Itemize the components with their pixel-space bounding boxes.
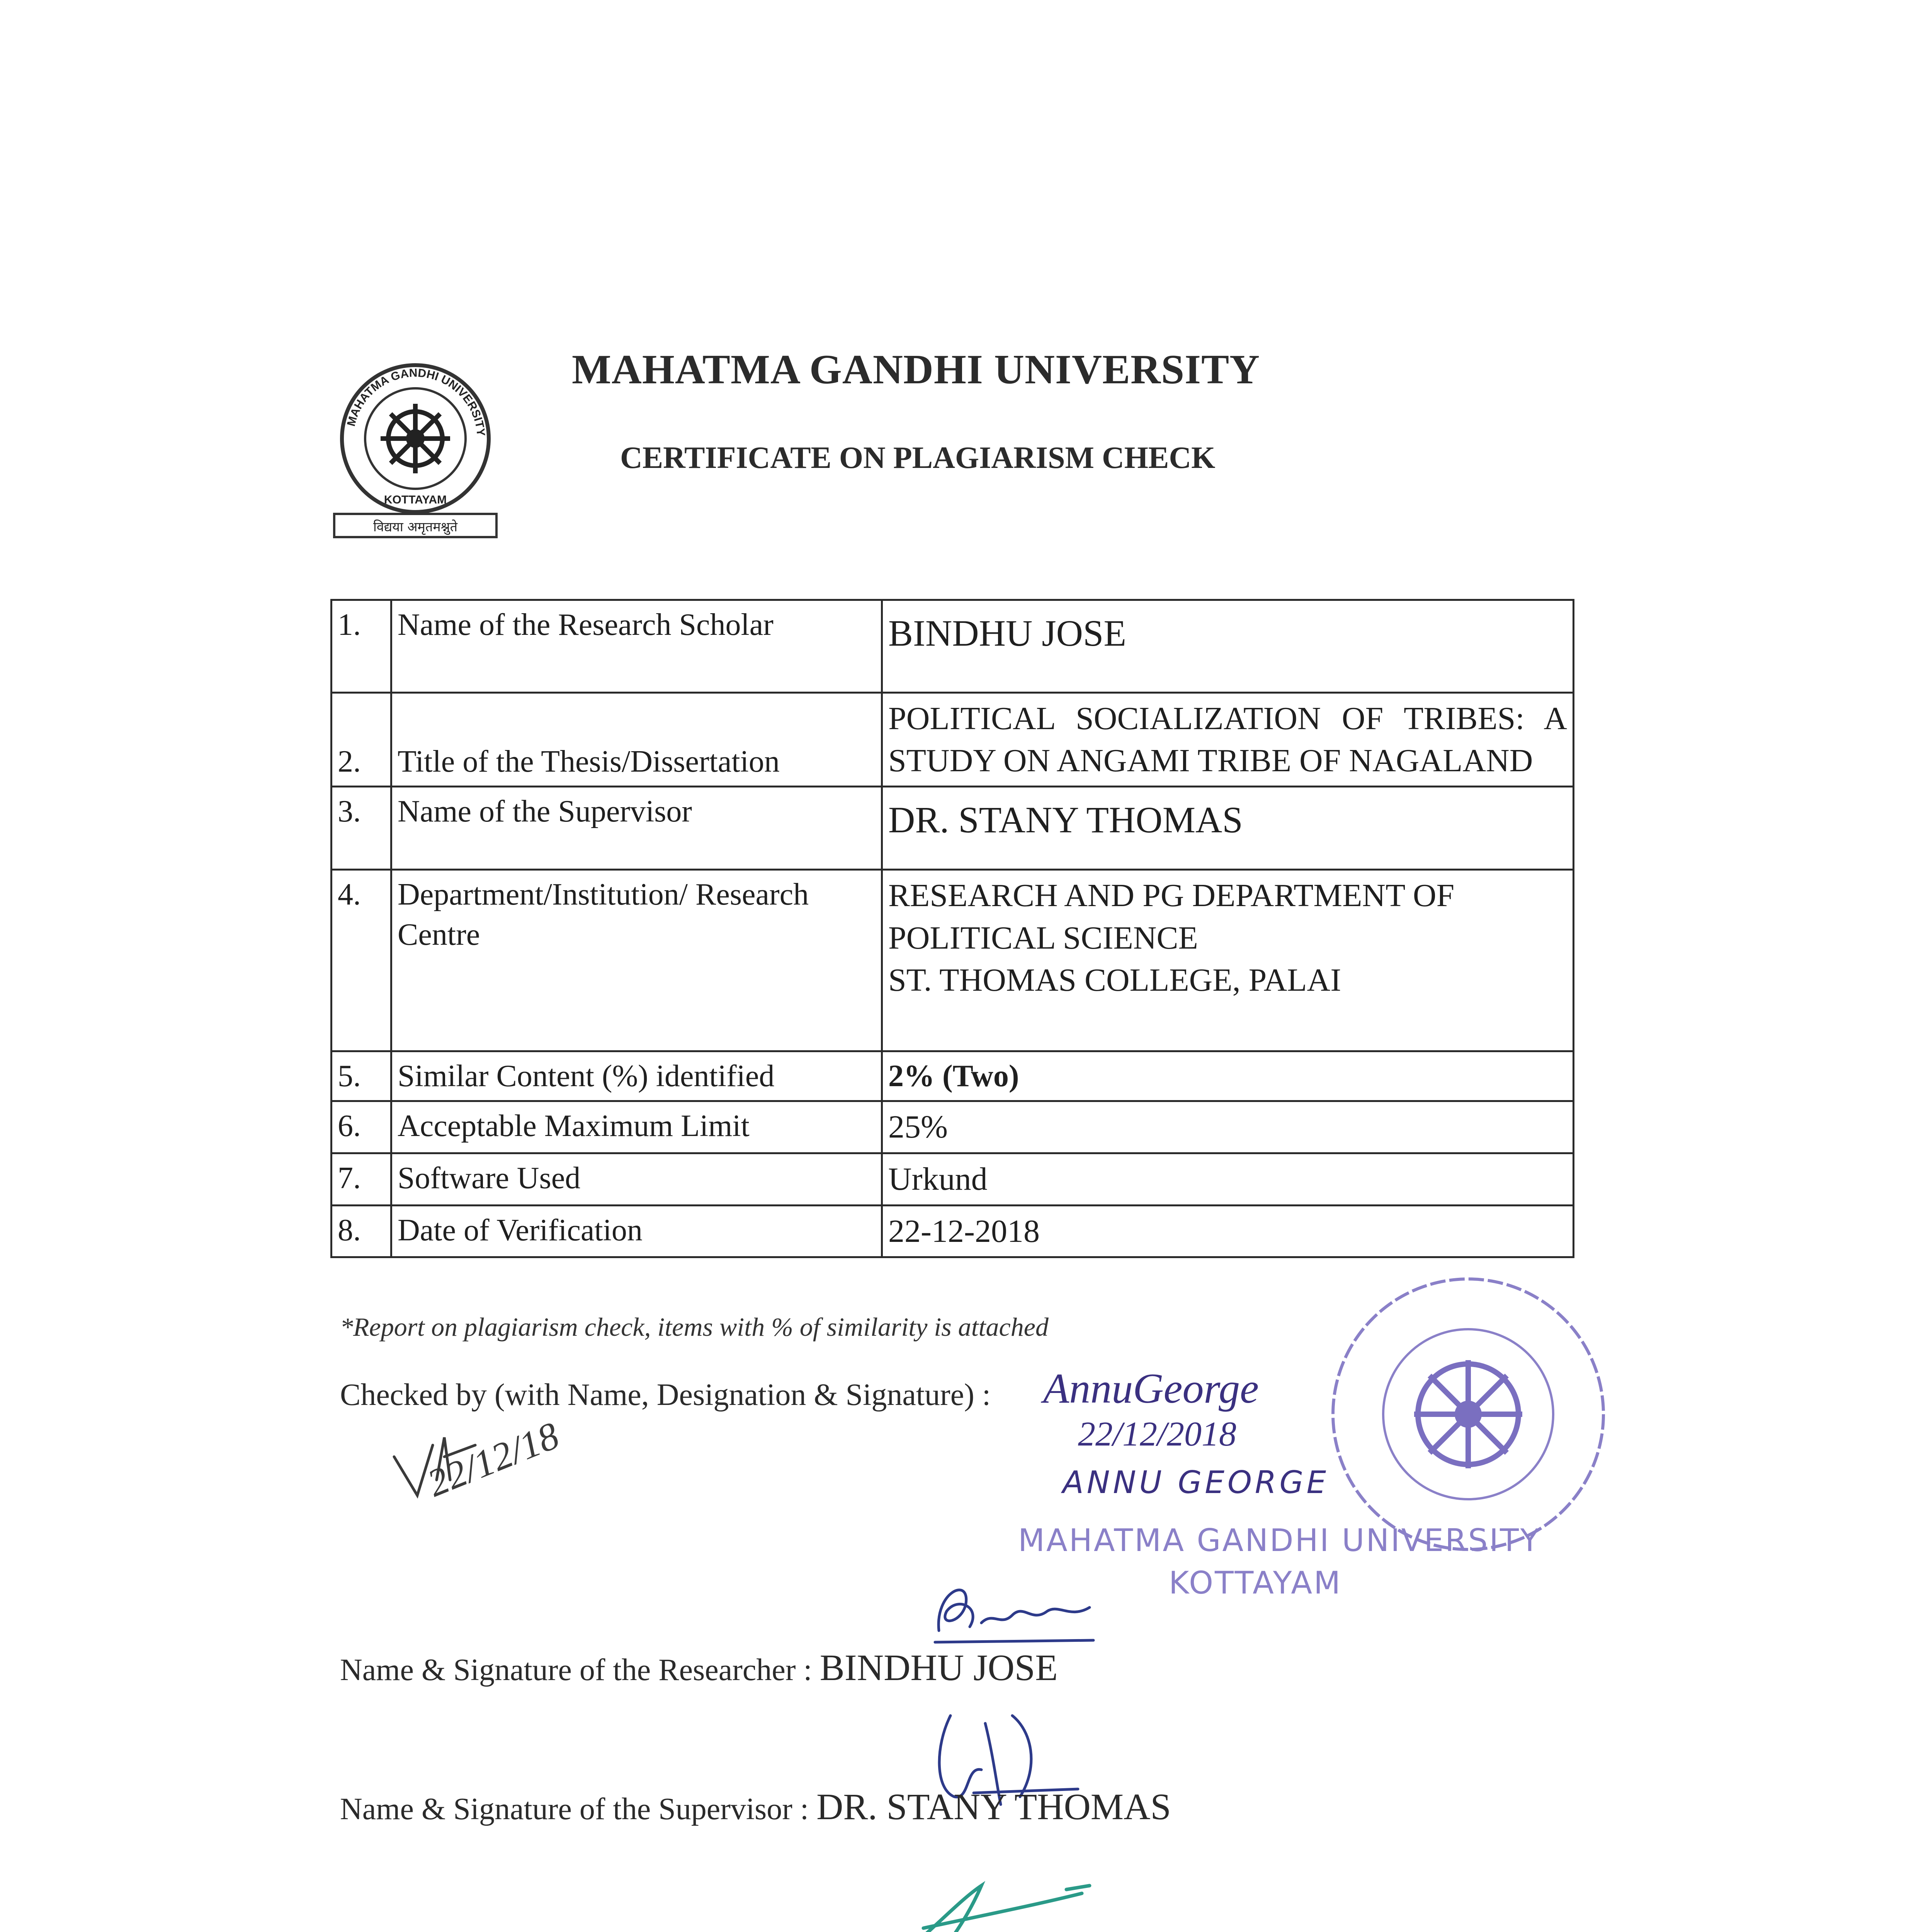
row-number: 8. [332,1205,391,1257]
row-label: Date of Verification [391,1205,882,1257]
wheel-icon [381,404,450,473]
university-title: MAHATMA GANDHI UNIVERSITY [572,347,1260,393]
researcher-signature [923,1569,1105,1650]
row-label: Software Used [391,1153,882,1205]
checked-by-label: Checked by (with Name, Designation & Signature) : [340,1378,991,1412]
table-row [332,693,1574,787]
row-label: Name of the Supervisor [391,787,882,870]
checker-date: 22/12/2018 [1078,1415,1237,1453]
similarity-value: 2% (Two) [882,1051,1574,1101]
checker-signature: AnnuGeorge [1043,1365,1259,1412]
row-label: Acceptable Maximum Limit [391,1101,882,1153]
researcher-label: Name & Signature of the Researcher : [340,1653,812,1687]
university-library-stamp [1325,1271,1611,1557]
svg-text:विद्यया अमृतमश्नुते: विद्यया अमृतमश्नुते [373,519,457,535]
table-row [332,1205,1574,1257]
row-number: 1. [332,600,391,693]
table-row [332,870,1574,1051]
verifier-date: 22/12/18 [421,1413,565,1505]
svg-text:KOTTAYAM: KOTTAYAM [384,493,447,506]
row-number: 7. [332,1153,391,1205]
row-label: Title of the Thesis/Dissertation [391,693,882,787]
row-label: Name of the Research Scholar [391,600,882,693]
table-row [332,1153,1574,1205]
table-row [332,1051,1574,1101]
svg-text:MAHATMA GANDHI UNIVERSITY: MAHATMA GANDHI UNIVERSITY [345,366,488,437]
university-seal-logo [330,361,500,547]
thesis-title: POLITICAL SOCIALIZATION OF TRIBES: A STUDY ON ANGAMI TRIBE OF NAGALAND [882,693,1574,787]
supervisor-name: DR. STANY THOMAS [882,787,1574,870]
department-line: POLITICAL SCIENCE [888,920,1198,956]
row-number: 5. [332,1051,391,1101]
plagiarism-info-table [330,599,1574,1258]
report-note: *Report on plagiarism check, items with % of similarity is attached [340,1312,1049,1342]
verification-date: 22-12-2018 [882,1205,1574,1257]
department-line: RESEARCH AND PG DEPARTMENT OF [888,878,1455,914]
table-row [332,787,1574,870]
checker-name: ANNU GEORGE [1063,1464,1329,1500]
table-row [332,600,1574,693]
row-number: 3. [332,787,391,870]
researcher-line [340,1646,1058,1689]
software-value: Urkund [882,1153,1574,1205]
certificate-title: CERTIFICATE ON PLAGIARISM CHECK [620,441,1216,475]
row-label: Department/Institution/ Research Centre [391,870,882,1051]
stamp-university-name: MAHATMA GANDHI UNIVERSITY [1018,1522,1541,1558]
table-row [332,1101,1574,1153]
supervisor-label: Name & Signature of the Supervisor : [340,1792,809,1826]
row-number: 4. [332,870,391,1051]
supervisor-name: DR. STANY THOMAS [816,1786,1171,1827]
limit-value: 25% [882,1101,1574,1153]
researcher-name: BINDHU JOSE [819,1647,1058,1688]
department-value [882,870,1574,1051]
wheel-icon [1414,1360,1522,1468]
supervisor-line [340,1785,1171,1828]
department-line: ST. THOMAS COLLEGE, PALAI [888,962,1341,998]
principal-signature [881,1878,1097,1932]
row-number: 2. [332,693,391,787]
row-label: Similar Content (%) identified [391,1051,882,1101]
row-number: 6. [332,1101,391,1153]
scholar-name: BINDHU JOSE [882,600,1574,693]
stamp-city: KOTTAYAM [1169,1565,1342,1601]
